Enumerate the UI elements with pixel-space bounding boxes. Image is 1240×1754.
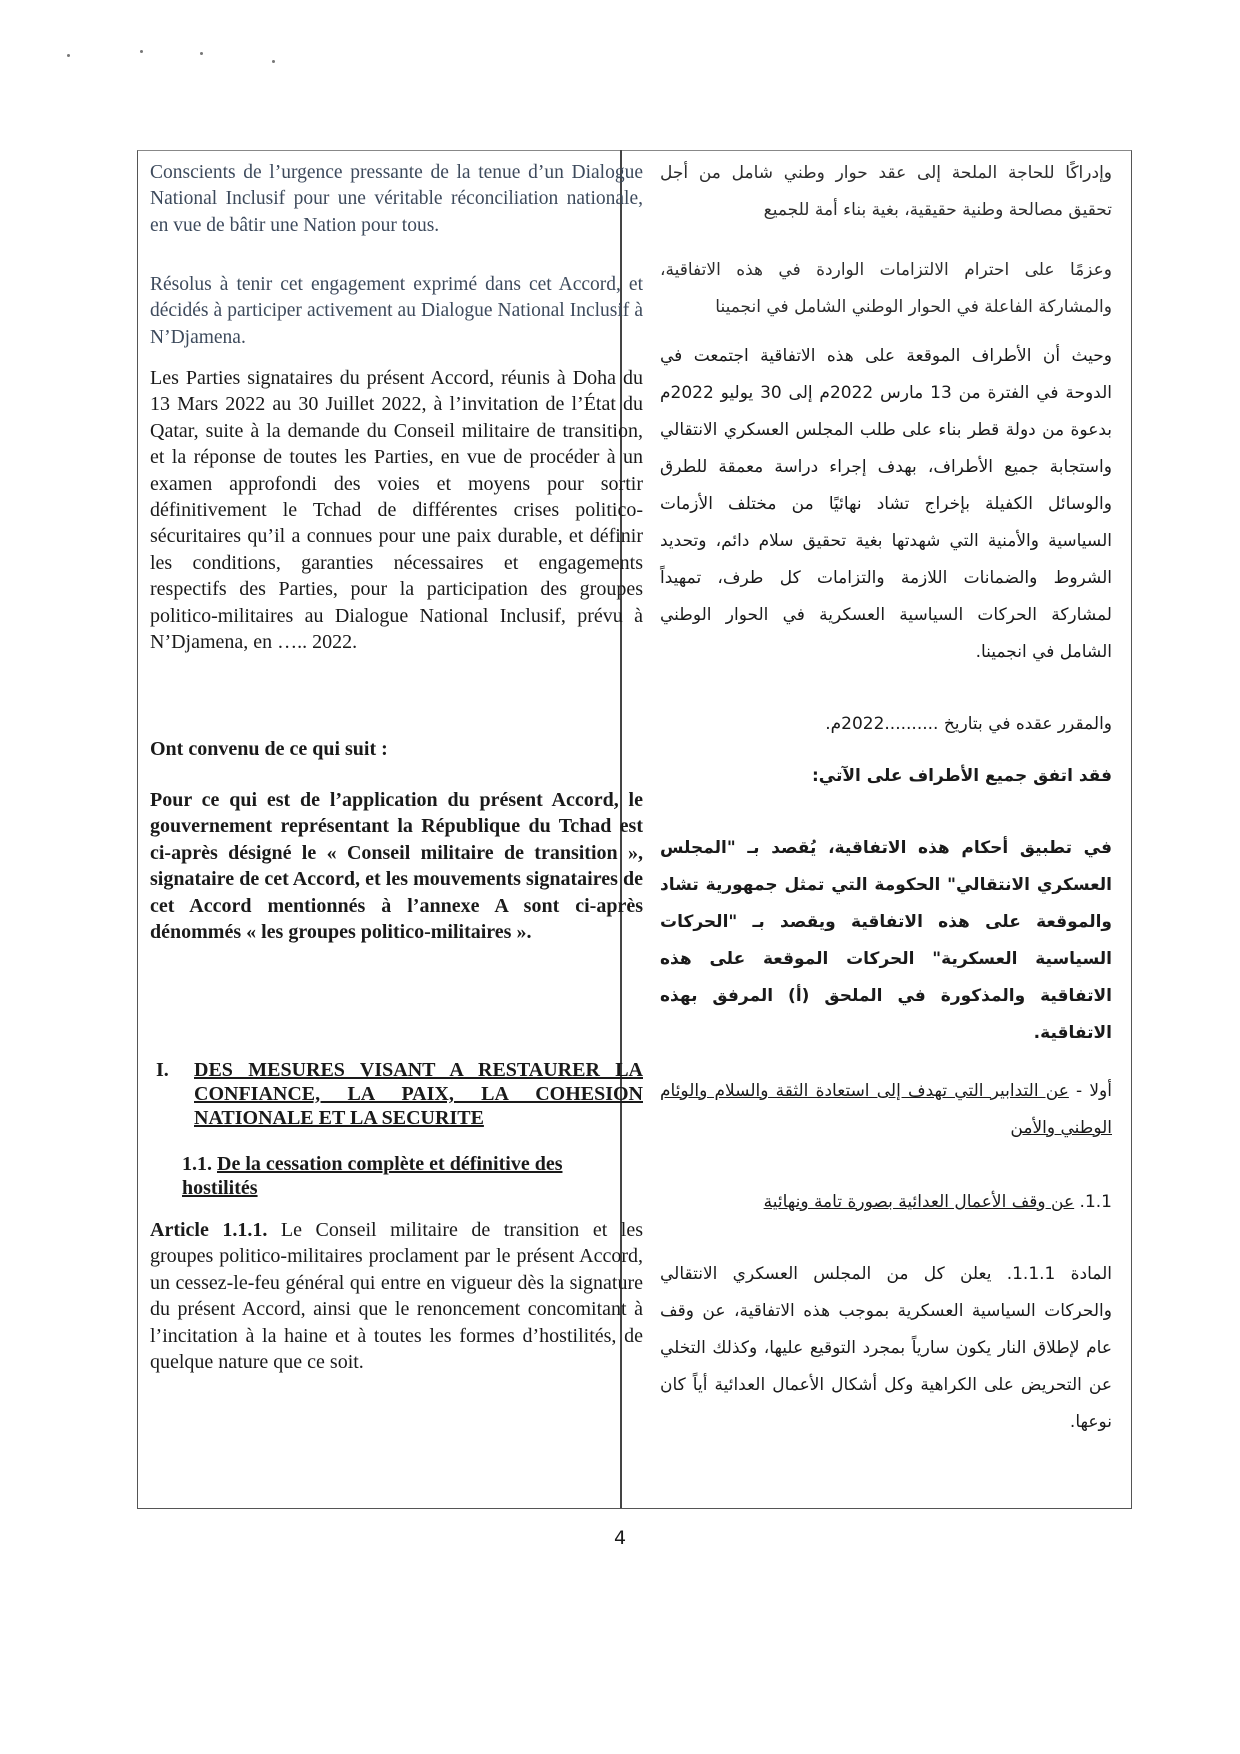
fr-article-text: Le Conseil militaire de transition et les groupes politico-militaires proclament par le présent Accord, un cessez-le-feu général qui entre en vigueur dès la signature du présent Accord, ainsi que le renoncement concomitant à l’incitation à la haine et à toutes les formes d’hostilités, de quelque nature que ce soit. <box>150 1219 643 1374</box>
ar-subsection-title: عن وقف الأعمال العدائية بصورة تامة ونهائية <box>763 1192 1075 1212</box>
scan-speck <box>200 52 203 55</box>
fr-text: Conscients de l’urgence pressante de la tenue d’un Dialogue National Inclusif pour une véritable réconciliation nationale, en vue de bâtir une Nation pour tous. <box>150 162 643 236</box>
fr-text: Résolus à tenir cet engagement exprimé dans cet Accord, et décidés à participer activement au Dialogue National Inclusif à N’Djamena. <box>150 274 643 348</box>
ar-text: المادة 1.1.1. يعلن كل من المجلس العسكري الانتقالي والحركات السياسية العسكرية بموجب هذه الاتفاقية، عن وقف عام لإطلاق النار يكون سارياً بمجرد التوقيع عليها، وكذلك التخلي عن التحريض على الكراهية وكل أشكال الأعمال العدائية أياً كان نوعها. <box>660 1264 1112 1432</box>
fr-paragraph-resolus <box>150 272 643 351</box>
ar-text: والمقرر عقده في بتاريخ ..........2022م. <box>825 714 1112 734</box>
fr-section-number: I. <box>156 1059 169 1081</box>
fr-application-text: Pour ce qui est de l’application du présent Accord, le gouvernement représentant la République du Tchad est ci-après désigné le « Conseil militaire de transition », signataire de cet Accord, et les mouvements signataires de cet Accord mentionnés à l’annexe A sont ci-après dénommés « les groupes politico-militaires ». <box>150 789 643 944</box>
ar-text: وعزمًا على احترام الالتزامات الواردة في هذه الاتفاقية، والمشاركة الفاعلة في الحوار الوطني الشامل في انجمينا <box>660 260 1112 317</box>
ar-subsection-number: 1.1. <box>1079 1192 1112 1212</box>
fr-article-1-1-1 <box>150 1217 643 1375</box>
ar-paragraph-2 <box>660 252 1112 326</box>
fr-paragraph-conscients <box>150 160 643 239</box>
fr-text: Les Parties signataires du présent Accord, réunis à Doha du 13 Mars 2022 au 30 Juillet 2022, à l’invitation de l’État du Qatar, suite à la demande du Conseil militaire de transition, et la réponse de toutes les Parties, en vue de procéder à un examen approfondi des voies et moyens pour sortir définitivement le Tchad de différentes crises politico-sécuritaires qu’il a connues pour une paix durable, et définir les conditions, garanties nécessaires et engagements respectifs des Parties, pour la participation des groupes politico-militaires au Dialogue National Inclusif, prévu à N’Djamena, en ….. 2022. <box>150 367 643 654</box>
fr-agreed-heading <box>150 736 643 762</box>
page-number: 4 <box>613 1527 627 1549</box>
fr-section-title: DES MESURES VISANT A RESTAURER LA CONFIANCE, LA PAIX, LA COHESION NATIONALE ET LA SECURITE <box>194 1059 643 1129</box>
ar-article-1-1-1 <box>660 1256 1112 1441</box>
scan-speck <box>140 50 143 53</box>
scan-speck <box>67 54 70 57</box>
ar-agreed-heading <box>660 758 1112 795</box>
ar-paragraph-1 <box>660 155 1112 229</box>
fr-subsection-number: 1.1. <box>182 1153 212 1175</box>
ar-text: فقد اتفق جميع الأطراف على الآتي: <box>811 766 1112 786</box>
fr-subsection-title: De la cessation complète et définitive des hostilités <box>182 1153 563 1199</box>
fr-paragraph-parties <box>150 365 643 655</box>
ar-paragraph-3 <box>660 338 1112 671</box>
ar-subsection-heading <box>660 1184 1112 1221</box>
fr-subsection-heading <box>182 1152 643 1200</box>
scan-speck <box>272 60 275 63</box>
ar-application-paragraph <box>660 830 1112 1052</box>
ar-date-line <box>660 706 1112 743</box>
fr-article-label: Article 1.1.1. <box>150 1219 268 1241</box>
ar-text: وإدراكًا للحاجة الملحة إلى عقد حوار وطني شامل من أجل تحقيق مصالحة وطنية حقيقية، بغية بناء أمة للجميع <box>660 163 1112 220</box>
ar-section-heading <box>660 1073 1112 1147</box>
ar-section-title: عن التدابير التي تهدف إلى استعادة الثقة والسلام والوئام الوطني والأمن <box>660 1081 1112 1138</box>
ar-text: وحيث أن الأطراف الموقعة على هذه الاتفاقية اجتمعت في الدوحة في الفترة من 13 مارس 2022م إلى 30 يوليو 2022م بدعوة من دولة قطر بناء على طلب المجلس العسكري الانتقالي واستجابة جميع الأطراف، بهدف إجراء دراسة معمقة للطرق والوسائل الكفيلة بإخراج تشاد نهائيًا من مختلف الأزمات السياسية والأمنية التي شهدتها بغية تحقيق سلام دائم، وتحديد الشروط والضمانات اللازمة والتزامات كل طرف، تمهيداً لمشاركة الحركات السياسية العسكرية في الحوار الوطني الشامل في انجمينا. <box>660 346 1112 662</box>
ar-section-prefix: أولا - <box>1076 1081 1112 1101</box>
fr-agreed-text: Ont convenu de ce qui suit : <box>150 738 388 760</box>
fr-application-paragraph <box>150 787 643 945</box>
ar-text: في تطبيق أحكام هذه الاتفاقية، يُقصد بـ "المجلس العسكري الانتقالي" الحكومة التي تمثل جمهورية تشاد والموقعة على هذه الاتفاقية ويقصد بـ "الحركات السياسية العسكرية" الحركات الموقعة على هذه الاتفاقية والمذكورة في الملحق (أ) المرفق بهذه الاتفاقية. <box>660 838 1112 1043</box>
